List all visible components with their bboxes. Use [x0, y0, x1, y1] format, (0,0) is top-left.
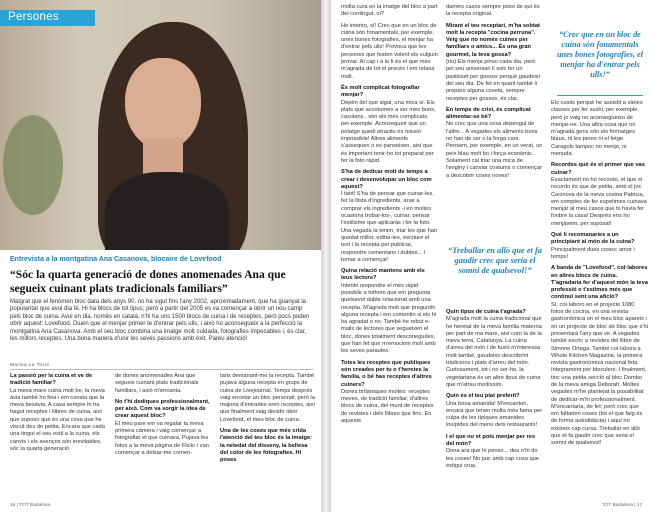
interview-paragraph: [341, 169, 438, 264]
interview-paragraph: [446, 309, 543, 389]
interview-answer: Principalment dues coses: amor i temps!: [551, 246, 635, 260]
interview-question: Una de les coses que més crida l'atenció del teu bloc és la imatge: la netedat del disseny, la bellesa del color de les fotografies. Hi poses: [220, 428, 313, 464]
interview-answer: El meu pare em va regalar la meva primera càmera i vaig començar a fotografiar el que cuinava. Pujava les fotos a la meva pàgina de Flickr i van començar a deixar-me comen-: [115, 420, 209, 456]
interview-paragraph: [551, 265, 648, 447]
interview-answer: Ho intento, sí! Crec que en un bloc de cuina són fonamentals, per exemple, unes bones fotografies, el menjar ha d'entrar pels ulls! Provoca que les persones que festen volent els vulguin provar. Al cap i a la fi és el que més m'agrada de tot el procés i em relaxa molt.: [341, 22, 438, 80]
interview-paragraph: [446, 434, 543, 470]
right-column-2-bottom: [446, 309, 543, 501]
interview-answer: No crec que una cosa depengui de l'altre... A vegades els aliments bons no han de ser o la forga cars. Pensem, per exemple, en un verat, un peix blau molt bo i força econòmic. Solament cal triar una mica de l'enginy i canviar costums o començar a descobrir coses noves!: [446, 121, 543, 179]
interview-question: La passió per la cuina et ve de tradició familiar?: [10, 373, 93, 387]
interview-paragraph: [220, 373, 316, 424]
interview-answer: (riu) Els menja pinso cada dia, però pel seu aniversari li solc fer un pastisset per gossos perquè gaudeixi del seu dia. De fet en quant també li preparo alguna coseta, sempre receptes per gossos, és clar.: [446, 59, 540, 102]
photo-caption: Entrevista a la montgatina Ana Casanova, blocaire de Lovefood: [10, 256, 222, 263]
interview-paragraph: [446, 393, 543, 429]
interview-answer: M'agrada molt la cuina tradicional que he heretat de la meva família materna per part de ma mare, així com la de la meva terra, Catalunya. La cuina d'arreu del món i de fusió m'interessa molt també, gaudeixo descobrint tradicions i plats d'arreu del món. Curiosament, tot i no ser-ho, la vegetariana és un altre tipus de cuina que m'atrau moltíssim.: [446, 316, 542, 388]
interview-answer: Sí, col·laboro en el projecte 1080 fotos de cocina, en una revista gastronòmica on el meu bloc apareix i en un projecte de bloc de bloc que s'hi presentarà l'any que ve. A vegades també escric a revistes del llibre de Simone Ortega. També col·labora a Whole Kitchen Magazine, la primera revista gastronòmica nacional feta íntegrament per bloculers. I finalment, tinc una petita secció al bloc Dombo de la meva amiga Deborah. Moltes vegades m'he plantejat la possibilitat de dedicar-m'hi professionalment. M'encantaria, de fet; però crec que em faltarien coses (tot el que faig és de forma autodidàcta) i aquí no existeix cap cursa. Treballar en allò que et fa gaudir crec que seria el somni de qualsevol!: [551, 301, 648, 447]
interview-answer: molta cura en la imatge del bloc a part del contingut, oi?: [341, 4, 438, 18]
pull-quote-top: “Crec que en un bloc de cuina són fonamentals unes bones fotografies, el menjar ha d'entrar pels ulls!”: [557, 30, 643, 79]
byline: Marina La Torre: [10, 363, 50, 368]
interview-answer: taris demanant-me la recepta. També pujava alguna recepta en grups de cuina de Livejournal. Temps després vaig encetar un bloc personal; però la majoria d'entrades eren receptes, així que finalment vaig decidir obrir Lovefood, el meu bloc de cuina.: [220, 373, 315, 423]
interview-question: És molt complicat fotografiar menjar?: [341, 84, 420, 99]
interview-answer: Una bona amanida! M'encanten, encara que tenen molta més fama per culpa de les típiques amanides insípides del menú dels restaurants!: [446, 400, 543, 429]
interview-answer: I tant! S'ha de pensar que cuinar-les, fer la llista d'ingredients, anar a comprar els ingredients -i en moltes ocasions trobar-los-, cuinar, pensar l'estilisme que aplicaràs i fer la foto. Una vegada la tenim, triar les que han quedat millor, editar-les, escriure el text i la recepta per publicar, respondre comentaris i dubtes... i tornar a començar!: [341, 191, 438, 263]
interview-question: Mirant el teu receptari, m'ha sobtat molt la recepta "cocina perruna". Veig que no només cuines per familiars o amics... És una gran gourmet, la teva gossa?: [446, 22, 540, 58]
right-column-2-top: [446, 4, 543, 236]
interview-paragraph: [446, 107, 543, 180]
right-column-3: [551, 100, 648, 500]
interview-paragraph: [10, 373, 106, 453]
intro-paragraph: Malgrat que el fenòmen bloc data dels anys 90, no ha sigut fins l'any 2002, aproximadament, que ha guanyat la popularitat que avui dia té. Hi ha blocs de tot tipus; però a partir del 2005 es va començar a obrir un nou camp pels bloc de cuina. Avui en dia, només en català, n'hi ha uns 1500 blocs de cuina i de receptes, però pocs poden obrir aquest: Lovefood. Diuen que el menjar primer te d'entrar pels ulls, i això ho aconsegueix a la perfecció la montgatina Ana Casanova. Amb el seu bloc combina una imatge molt cuidada, fotografies impecables i, és clar, les millors receptes. Una bona manera d'unir les seves passions amb èxit. Pareu atenció!: [10, 299, 310, 343]
interview-answer: Exactament no ho recordo, el que sí recordo és que de petita, amb el joc Cocinova de la meva cosina Patricia, em comptes de fer espetimes cuinava menjar al meu casos que hi havia fer fonbre la casa! Després ens ho menjàvem, per suposat!: [551, 176, 647, 227]
interview-paragraph: [446, 23, 543, 103]
interview-paragraph: [115, 399, 211, 457]
photo-plant: [3, 115, 63, 215]
section-label: Persones: [8, 11, 59, 23]
interview-question: A banda de "Lovefood", col·labores en altres blocs de cuina. T'agradaria fer d'aquest món la teva professió o t'estimes més que continuï sent una afició?: [551, 265, 648, 301]
interview-question: Totes les receptes que publiques són creades per tu o t'heretes la família, o bé has receptes d'altres cuiners?: [341, 359, 432, 388]
interview-answer: Depèn del que sigui, una mica sí. Els plats que acostumen a ser més bons, casolans , són els més complicats, per exemple. Aconsegueir que un potatge quedi atractiu és missió impossible! Altres aliments s'assequen o es panseixen, així que és important tenir-ho tot preparat per fer la foto ràpid.: [341, 99, 436, 164]
interview-question: Recordes què és el primer que vas cuinar?: [551, 162, 645, 176]
portrait-photo: [0, 0, 321, 250]
pull-quote-rule: [557, 95, 643, 96]
left-column-1: [10, 373, 106, 503]
right-page: [331, 0, 652, 512]
byline-rule: [10, 369, 313, 370]
interview-paragraph: [341, 360, 438, 426]
interview-paragraph: [551, 162, 648, 228]
photo-face: [125, 58, 201, 150]
interview-answer: La meva mare cuina molt be, la meva àvia també ho feia i em consta que la meva besàvia. A casa sempre hi ha hagut receptes i llibres de cuina, així que suposo que és una cosa que he viscut des de petita. Encara que cada una tingui el seu estil a la cuina, els canvis i els avenços són inevitables, sóc la quarta generació: [10, 387, 105, 452]
interview-answer: Els cuiols perquè he assistit a vàries classes per fer sushi, per exemple, però jo vaig no aconsegueixo de menjar-ne. Una altra cosa que no m'agrada gens són els formatges blaus, ni les peres ni el fetge. Caragols tampoc no menjo, ni menuda.: [551, 100, 643, 158]
headline: “Sóc la quarta generació de dones anomenades Ana que segueix cuinant plats tradicionals familiars”: [10, 268, 286, 295]
spine-gutter: [321, 0, 331, 512]
right-page-footer: TOT Badalona | 17: [601, 503, 642, 508]
interview-question: I el que no et pots menjar per res del món?: [446, 433, 536, 448]
left-page: [0, 0, 321, 512]
interview-question: En temps de crisi, és complicat alimentar-se bé?: [446, 106, 531, 121]
interview-answer: Intento respondre el més ràpid possible a tothom que em pregunta quelsevol dubte relacionat amb una recepta. M'agrada molt que preguntin alguna recepta i em comentin si els hi ha agradat o no. També he rebut e-mails de lectores que segueixen el bloc, dones totalment desconegudes, que han fet que m'emocioni molt amb les seves paraules.: [341, 282, 437, 355]
interview-paragraph: [341, 4, 438, 19]
interview-question: Quin és el teu plat preferit?: [446, 393, 520, 400]
interview-question: S'ha de dedicar molt de temps a crear i desenvolupar un bloc com aquest?: [341, 169, 432, 190]
interview-question: Quin tipus de cuina t'agrada?: [446, 309, 526, 315]
interview-paragraph: [341, 23, 438, 81]
interview-paragraph: [551, 100, 648, 158]
interview-paragraph: [115, 373, 211, 395]
interview-question: Quina relació mantens amb els teus lectors?: [341, 268, 425, 282]
interview-paragraph: [551, 232, 648, 261]
interview-paragraph: [220, 428, 316, 464]
left-column-2: [115, 373, 211, 503]
interview-question: No t'hi dediques professionalment, per això. Com va sorgir la idea de crear aquest bloc?: [115, 398, 210, 420]
left-page-footer: 16 | TOT Badalona: [10, 503, 51, 508]
left-column-3: [220, 373, 316, 503]
interview-paragraph: [446, 4, 543, 19]
interview-answer: darrers casos sempre poso de qui és la recepta original.: [446, 4, 540, 18]
interview-answer: de dones anomenades Ana que segueix cuinant plats tradicionals familiars, i això m'encanta.: [115, 373, 199, 394]
interview-answer: Dona ara que hi penso... deu n'hi do les coses! No puc amb cap cosa que estigui crua.: [446, 448, 539, 469]
interview-paragraph: [341, 85, 438, 165]
interview-answer: Dones britàniques moltes: receptes meves, de tradició familiar, d'altres blocs de cuina, del munt de receptes de revistes i dels llibres que tinc. En aquests: [341, 388, 434, 425]
section-tab: [0, 10, 95, 26]
photo-shirt: [105, 172, 229, 250]
interview-question: Què li recomanaries a un principiant al món de la cuina?: [551, 232, 635, 246]
interview-paragraph: [341, 268, 438, 356]
right-column-1: [341, 4, 438, 500]
pull-quote-middle: “Treballar en allò que et fa gaudir crec que seria el somni de qualsevol!”: [448, 246, 542, 275]
